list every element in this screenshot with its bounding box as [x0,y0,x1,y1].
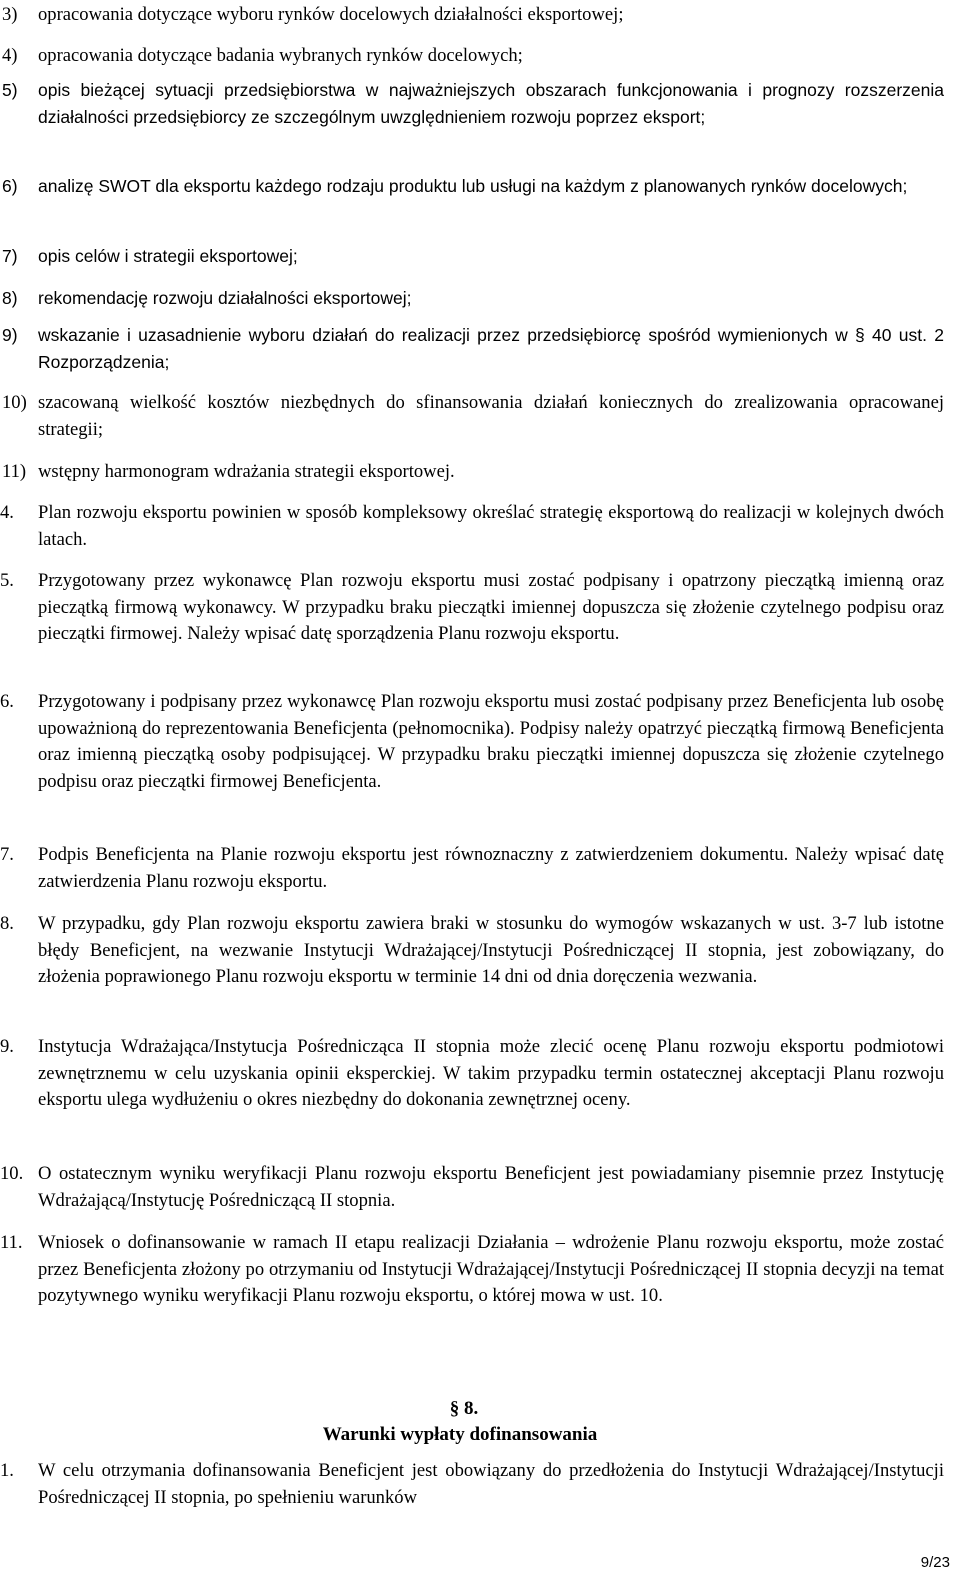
sublist-item [2,243,944,270]
point-number: 1. [0,1460,14,1481]
sublist-text: wskazanie i uzasadnienie wyboru działań do realizacji przez przedsiębiorcę spośród wymienionych w § 40 ust. 2 Rozporządzenia; [38,325,944,372]
sublist-text: analizę SWOT dla eksportu każdego rodzaju produktu lub usługi na każdym z planowanych rynków docelowych; [38,176,908,196]
numbered-point [0,1034,944,1114]
sublist-item [2,77,944,130]
numbered-point [0,500,944,553]
sublist-text: opracowania dotyczące badania wybranych rynków docelowych; [38,45,523,66]
point-text: O ostatecznym wyniku weryfikacji Planu rozwoju eksportu Beneficjent jest powiadamiany pisemnie przez Instytucję Wdrażającą/Instytucję Pośredniczącą II stopnia. [38,1163,944,1211]
point-number: 11. [0,1232,23,1253]
sublist-text: szacowaną wielkość kosztów niezbędnych do sfinansowania działań koniecznych do zrealizowania opracowanej strategii; [38,392,944,440]
point-number: 4. [0,502,14,523]
sublist-number: 4) [2,45,18,66]
section-title: Warunki wypłaty dofinansowania [322,1424,598,1445]
numbered-point [0,689,944,795]
sublist-number: 3) [2,4,18,25]
sublist-number: 6) [2,176,18,196]
numbered-point [0,842,944,895]
point-text: Podpis Beneficjenta na Planie rozwoju eksportu jest równoznaczny z zatwierdzeniem dokumentu. Należy wpisać datę zatwierdzenia Planu rozwoju eksportu. [38,844,944,892]
numbered-point [0,911,944,991]
sublist-number: 5) [2,80,18,100]
sublist-number: 11) [2,461,27,482]
sublist-item [2,285,944,312]
sublist-text: rekomendację rozwoju działalności eksportowej; [38,288,412,308]
numbered-point [0,1458,944,1511]
point-text: Instytucja Wdrażająca/Instytucja Pośrednicząca II stopnia może zlecić ocenę Planu rozwoju eksportu podmiotowi zewnętrznemu w celu uzyskania opinii eksperckiej. W takim przypadku termin ostatecznej akceptacji Planu rozwoju eksportu ulega wydłużeniu o okres niezbędny do dokonania zewnętrznej oceny. [38,1036,944,1110]
sublist-text: opis celów i strategii eksportowej; [38,246,298,266]
point-text: W celu otrzymania dofinansowania Beneficjent jest obowiązany do przedłożenia do Instytucji Wdrażającej/Instytucji Pośredniczącej II stopnia, po spełnieniu warunków [38,1460,944,1508]
sublist-item [2,43,944,70]
sublist-item [2,322,944,375]
sublist-item [2,459,944,486]
sublist-number: 7) [2,246,18,266]
point-number: 5. [0,570,14,591]
sublist-number: 9) [2,325,18,345]
point-text: W przypadku, gdy Plan rozwoju eksportu zawiera braki w stosunku do wymogów wskazanych w ust. 3-7 lub istotne błędy Beneficjent, na wezwanie Instytucji Wdrażającej/Instytucji Pośredniczącej II stopnia, jest zobowiązany, do złożenia poprawionego Planu rozwoju eksportu w terminie 14 dni od dnia doręczenia wezwania. [38,913,944,987]
page-number: 9/23 [920,1554,950,1571]
sublist-item [2,2,944,29]
sublist-item [2,390,944,443]
numbered-point [0,1230,944,1310]
numbered-point [0,1161,944,1214]
sublist-text: wstępny harmonogram wdrażania strategii eksportowej. [38,461,455,482]
point-number: 6. [0,691,14,712]
point-text: Wniosek o dofinansowanie w ramach II etapu realizacji Działania – wdrożenie Planu rozwoju eksportu, może zostać przez Beneficjenta złożony po otrzymaniu od Instytucji Wdrażającej/Instytucji Pośredniczącej II stopnia decyzji na temat pozytywnego wyniku weryfikacji Planu rozwoju eksportu, o której mowa w ust. 10. [38,1232,944,1306]
point-text: Przygotowany przez wykonawcę Plan rozwoju eksportu musi zostać podpisany i opatrzony pieczątką imienną oraz pieczątką firmową wykonawcy. W przypadku braku pieczątki imiennej dopuszcza się złożenie czytelnego podpisu oraz pieczątki firmowej. Należy wpisać datę sporządzenia Planu rozwoju eksportu. [38,570,944,644]
point-number: 8. [0,913,14,934]
point-number: 7. [0,844,14,865]
point-number: 10. [0,1163,24,1184]
section-number: § 8. [449,1398,479,1419]
numbered-point [0,568,944,648]
point-text: Plan rozwoju eksportu powinien w sposób kompleksowy określać strategię eksportową do realizacji w kolejnych dwóch latach. [38,502,944,550]
point-text: Przygotowany i podpisany przez wykonawcę Plan rozwoju eksportu musi zostać podpisany przez Beneficjenta lub osobę upoważnioną do reprezentowania Beneficjenta (pełnomocnika). Podpisy należy opatrzyć pieczątką firmową Beneficjenta oraz imienną pieczątką osoby podpisującej. W przypadku braku pieczątki imiennej dopuszcza się złożenie czytelnego podpisu oraz pieczątki firmowej Beneficjenta. [38,691,944,792]
sublist-text: opis bieżącej sytuacji przedsiębiorstwa w najważniejszych obszarach funkcjonowania i prognozy rozszerzenia działalności przedsiębiorcy ze szczególnym uwzględnieniem rozwoju poprzez eksport; [38,80,944,127]
sublist-text: opracowania dotyczące wyboru rynków docelowych działalności eksportowej; [38,4,624,25]
sublist-number: 8) [2,288,18,308]
sublist-number: 10) [2,392,27,413]
point-number: 9. [0,1036,14,1057]
sublist-item [2,173,944,200]
